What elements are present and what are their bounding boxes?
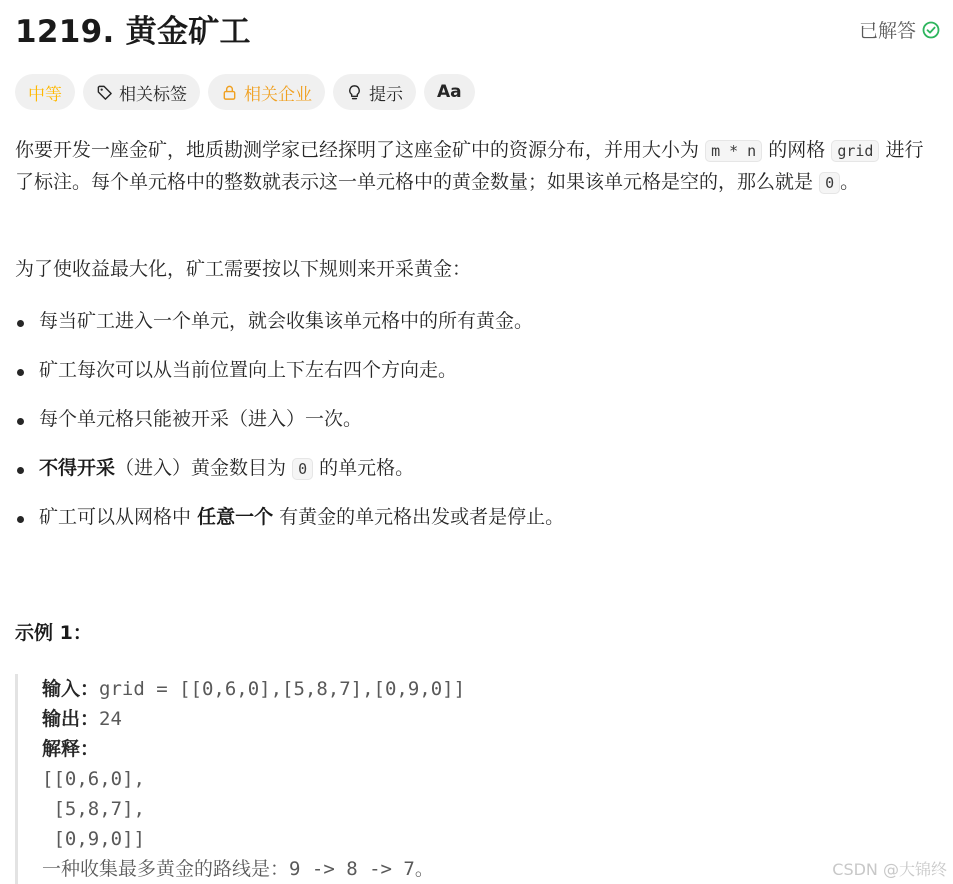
list-item [15,502,940,551]
rules-list [15,306,940,551]
difficulty-tag[interactable] [15,74,75,110]
rule-text: 有黄金的单元格出发或者是停止。 [279,506,565,528]
tag-icon [96,84,113,101]
explanation-line: [0,9,0]] [42,828,145,850]
rule-text: （进入）黄金数目为 [115,457,287,479]
inline-code: m * n [705,140,762,162]
translate-button[interactable] [424,74,475,110]
rule-text: 矿工可以从网格中 [39,506,192,528]
inline-code: 0 [292,458,313,480]
description-paragraph-1 [15,135,940,199]
desc-text: 你要开发一座金矿，地质勘测学家已经探明了这座金矿中的资源分布，并用大小为 [15,139,700,161]
title-row [15,6,940,50]
lock-icon [221,84,238,101]
solved-status [859,16,940,43]
tag-bar [15,74,475,110]
output-label: 输出： [42,708,100,730]
explain-label: 解释： [42,738,100,760]
desc-text: 的网格 [768,139,826,161]
explanation-path: 一种收集最多黄金的路线是：9 -> 8 -> 7。 [42,858,434,880]
list-item [15,453,940,502]
list-item: 每个单元格只能被开采（进入）一次。 [15,404,940,453]
list-item: 每当矿工进入一个单元，就会收集该单元格中的所有黄金。 [15,306,940,355]
hint-label: 提示 [369,84,403,105]
solved-label: 已解答 [858,20,916,42]
description-paragraph-2: 为了使收益最大化，矿工需要按以下规则来开采黄金： [15,258,472,280]
example-block [15,674,940,884]
input-label: 输入： [42,678,100,700]
desc-text: 进行了标注。每个单元格中的整数就表示这一单元格中的黄金数量；如果该单元格是空的，那么就是 [15,139,924,193]
example-output [42,704,940,734]
hint-button[interactable] [333,74,416,110]
translate-icon: Aa [437,82,462,102]
companies-label: 相关企业 [244,84,312,105]
input-value: grid = [[0,6,0],[5,8,7],[0,9,0]] [99,678,466,700]
example-input [42,674,940,704]
explanation-line: [[0,6,0], [42,768,145,790]
example-title: 示例 1： [15,622,92,644]
example-explanation-label [42,734,940,764]
topics-label: 相关标签 [119,84,187,105]
problem-title[interactable]: 1219. 黄金矿工 [15,14,251,50]
watermark: CSDN @大锦终 [832,860,947,879]
lightbulb-icon [346,84,363,101]
check-circle-icon [922,21,940,39]
companies-tag-button[interactable] [208,74,325,110]
inline-code: 0 [819,172,840,194]
list-item: 矿工每次可以从当前位置向上下左右四个方向走。 [15,355,940,404]
difficulty-label: 中等 [28,84,62,105]
output-value: 24 [99,708,122,730]
rule-text: 的单元格。 [319,457,415,479]
bold-text: 不得开采 [39,457,116,479]
explanation-line: [5,8,7], [42,798,145,820]
bold-text: 任意一个 [197,506,274,528]
inline-code: grid [831,140,879,162]
topics-tag-button[interactable] [83,74,200,110]
desc-text: 。 [840,171,860,193]
